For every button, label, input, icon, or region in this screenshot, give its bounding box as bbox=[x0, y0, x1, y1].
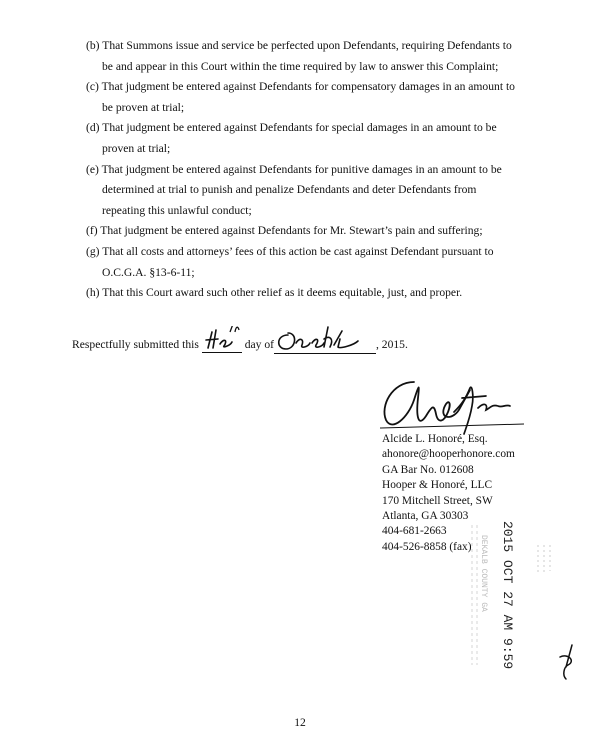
stamp-office: DEKALB COUNTY GA bbox=[479, 535, 488, 612]
contact-fax: 404-526-8858 (fax) bbox=[382, 540, 472, 553]
handwritten-month bbox=[274, 325, 376, 353]
prayer-item-f: (f) That judgment be entered against Defendants for Mr. Stewart’s pain and suffering; bbox=[86, 224, 483, 238]
attorney-signature bbox=[374, 368, 544, 438]
prayer-item-c: (c) That judgment be entered against Defendants for compensatory damages in an amount to be proven at trial; bbox=[86, 80, 515, 114]
prayer-item-d: (d) That judgment be entered against Defendants for special damages in an amount to be proven at trial; bbox=[86, 121, 497, 155]
contact-phone: 404-681-2663 bbox=[382, 525, 447, 538]
clerk-filing-stamp bbox=[468, 515, 578, 685]
prayer-item-g: (g) That all costs and attorneys’ fees of this action be cast against Defendant pursuant to O.C.G.A. §13-6-11; bbox=[86, 244, 494, 279]
prayer-items bbox=[86, 36, 546, 304]
page-number: 12 bbox=[294, 716, 306, 729]
submission-line: Respectfully submitted this day of , 2015. bbox=[72, 325, 408, 354]
contact-city: Atlanta, GA 30303 bbox=[382, 510, 469, 523]
contact-name: Alcide L. Honoré, Esq. bbox=[382, 433, 488, 445]
prayer-item-h: (h) That this Court award such other relief as it deems equitable, just, and proper. bbox=[86, 286, 463, 300]
prayer-item-b: (b) That Summons issue and service be perfected upon Defendants, requiring Defendants to be and appear in this Court within the time required by law to answer this Complaint; bbox=[86, 39, 512, 73]
month-blank bbox=[274, 325, 376, 354]
contact-bar-number: GA Bar No. 012608 bbox=[382, 463, 474, 476]
contact-firm: Hooper & Honoré, LLC bbox=[382, 479, 493, 492]
handwritten-day bbox=[202, 326, 242, 352]
contact-email: ahonore@hooperhonore.com bbox=[382, 448, 515, 461]
prayer-item-e: (e) That judgment be entered against Defendants for punitive damages in an amount to be determined at trial to punish and penalize Defendants and deter Defendants from repeating this unlawful conduct; bbox=[86, 162, 502, 217]
day-blank bbox=[202, 326, 242, 353]
stamp-date: 2015 OCT 27 AM 9:59 bbox=[500, 521, 515, 670]
contact-street: 170 Mitchell Street, SW bbox=[382, 494, 493, 507]
